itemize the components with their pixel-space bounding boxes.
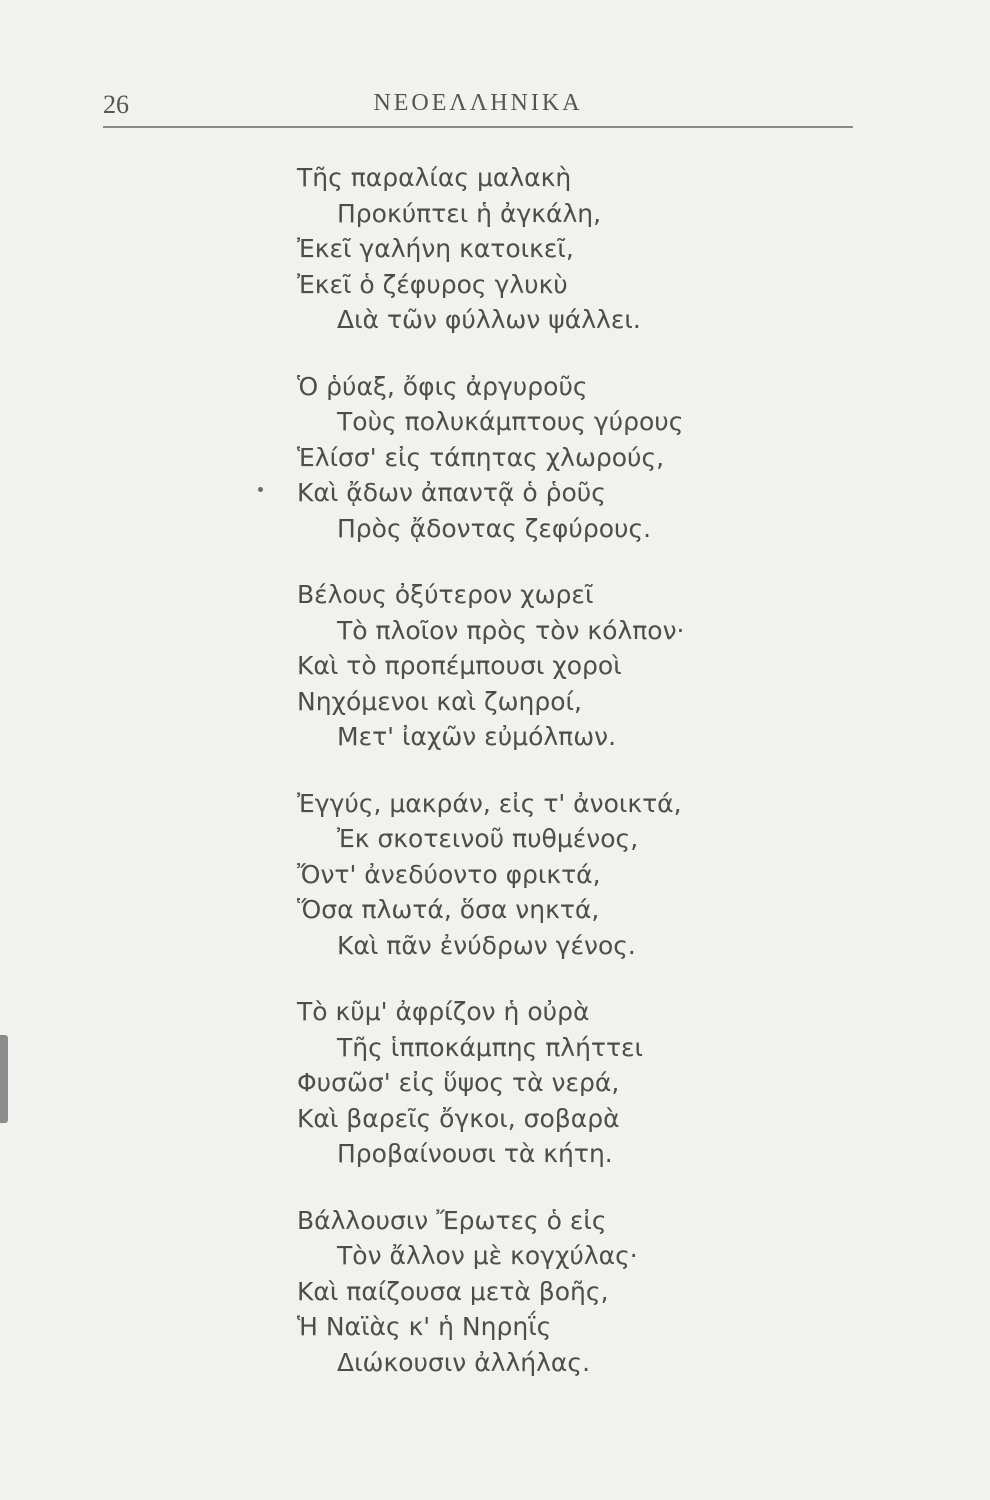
poem: [297, 160, 857, 1411]
poem-line: Καὶ παίζουσα μετὰ βοῆς,: [297, 1276, 609, 1306]
poem-line: Ἐκεῖ γαλήνη κατοικεῖ,: [297, 234, 574, 263]
binding-edge: [0, 1035, 8, 1123]
poem-line: Μετ' ἰαχῶν εὐμόλπων.: [337, 722, 617, 751]
poem-line: Καὶ βαρεῖς ὄγκοι, σοβαρὰ: [297, 1103, 620, 1133]
poem-line: Νηχόμενοι καὶ ζωηροί,: [297, 686, 582, 716]
stanza: [297, 1203, 857, 1381]
poem-line: Τῆς ἱπποκάμπης πλήττει: [337, 1032, 643, 1062]
poem-line: Πρὸς ᾄδοντας ζεφύρους.: [337, 513, 652, 543]
poem-line: Ἐκεῖ ὁ ζέφυρος γλυκὺ: [297, 269, 568, 299]
stanza: [297, 577, 857, 755]
poem-line: Διώκουσιν ἀλλήλας.: [337, 1347, 591, 1377]
page-header: [103, 90, 853, 130]
poem-line: Ἐκ σκοτεινοῦ πυθμένος,: [337, 824, 639, 853]
poem-line: Ὄντ' ἀνεδύοντο φρικτά,: [297, 859, 601, 889]
poem-line: Προβαίνουσι τὰ κήτη.: [337, 1139, 613, 1168]
poem-line: Τὸ κῦμ' ἀφρίζον ἡ οὐρὰ: [297, 997, 590, 1026]
poem-line: Ὅσα πλωτά, ὅσα νηκτά,: [297, 895, 600, 924]
stanza: [297, 369, 857, 547]
running-title: ΝΕΟΕΛΛΗΝΙΚΑ: [373, 90, 583, 116]
poem-line: Τὸν ἄλλον μὲ κογχύλας·: [337, 1241, 638, 1270]
poem-line: Καὶ πᾶν ἐνύδρων γένος.: [337, 930, 636, 960]
poem-line: Καὶ ᾄδων ἀπαντᾷ ὁ ῥοῦς: [297, 478, 606, 507]
poem-line: Φυσῶσ' εἰς ὕψος τὰ νερά,: [297, 1068, 620, 1097]
poem-line: Τοὺς πολυκάμπτους γύρους: [337, 407, 684, 436]
stanza: [297, 160, 857, 338]
poem-line: Ἑλίσσ' εἰς τάπητας χλωρούς,: [297, 442, 665, 472]
poem-line: Ἡ Ναϊὰς κ' ἡ Νηρηΐς: [297, 1312, 552, 1341]
ink-speck: [258, 487, 263, 492]
poem-line: Ὁ ῥύαξ, ὄφις ἀργυροῦς: [297, 371, 588, 401]
header-rule: [103, 126, 853, 128]
poem-line: Ἐγγύς, μακράν, εἰς τ' ἀνοικτά,: [297, 788, 682, 818]
stanza: [297, 786, 857, 964]
stanza: [297, 994, 857, 1172]
poem-line: Βέλους ὀξύτερον χωρεῖ: [297, 580, 594, 609]
poem-line: Προκύπτει ἡ ἀγκάλη,: [337, 198, 602, 228]
poem-line: Διὰ τῶν φύλλων ψάλλει.: [337, 305, 641, 334]
poem-line: Καὶ τὸ προπέμπουσι χοροὶ: [297, 651, 622, 680]
poem-line: Βάλλουσιν Ἔρωτες ὁ εἰς: [297, 1205, 607, 1235]
page-number: 26: [103, 90, 129, 119]
poem-line: Τῆς παραλίας μαλακὴ: [297, 163, 572, 192]
poem-line: Τὸ πλοῖον πρὸς τὸν κόλπον·: [337, 615, 685, 645]
